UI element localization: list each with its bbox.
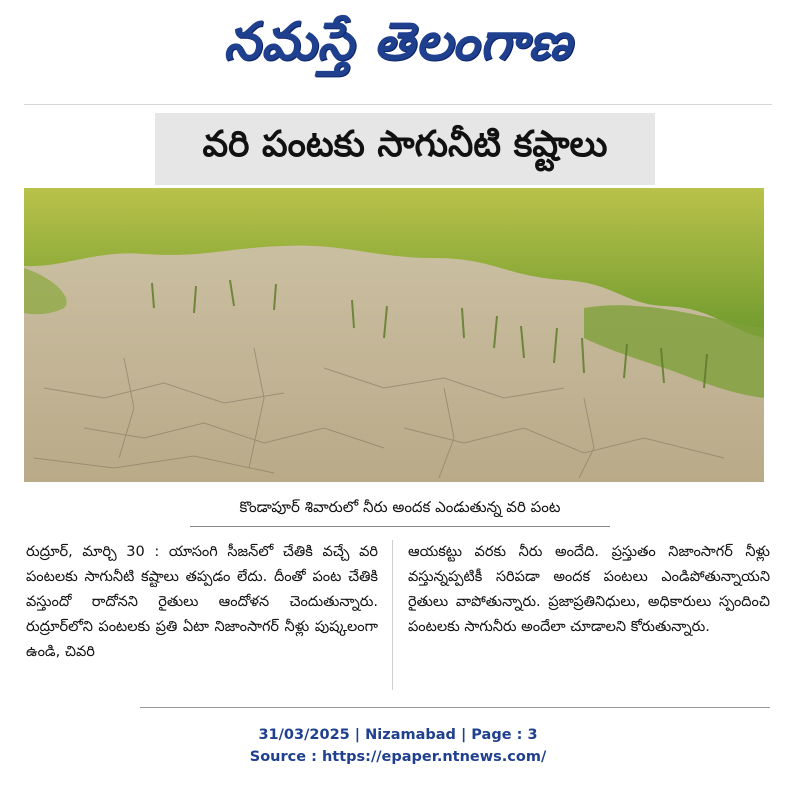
masthead xyxy=(0,0,796,96)
edition-info: 31/03/2025 | Nizamabad | Page : 3 xyxy=(258,727,538,743)
article-column-left: రుద్రూర్, మార్చి 30 : యాసంగి సీజన్‌లో చేతికి వచ్చే వరి పంటలకు సాగునీటి కష్టాలు తప్పడం లేదు. దీంతో పంట చేతికి వస్తుందో రాదోనని రైతులు ఆందోళన చెందుతున్నారు. రుద్రూర్‌లోని పంటలకు ప్రతి ఏటా నిజాంసాగర్ నీళ్లు పుష్కలంగా ఉండి, చివరి xyxy=(26,544,378,660)
column-divider xyxy=(392,540,393,690)
newspaper-logo: నమస్తే తెలంగాణ xyxy=(223,11,573,72)
article-photo xyxy=(24,188,764,482)
headline-box xyxy=(155,113,655,185)
top-divider xyxy=(24,104,772,105)
photo-caption-box xyxy=(190,492,610,527)
article-headline: వరి పంటకు సాగునీటి కష్టాలు xyxy=(202,124,608,165)
article-column-right: ఆయకట్టు వరకు నీరు అందేది. ప్రస్తుతం నిజాంసాగర్ నీళ్లు వస్తున్నప్పటికీ సరిపడా అందక పంటలు ఎండిపోతున్నాయని రైతులు వాపోతున్నారు. ప్రజాప్రతినిధులు, అధికారులు స్పందించి పంటలకు సాగునీరు అందేలా చూడాలని కోరుతున్నారు. xyxy=(408,544,770,635)
bottom-divider xyxy=(140,707,770,708)
dry-paddy-field-image xyxy=(24,188,764,482)
photo-caption: కొండాపూర్ శివారులో నీరు అందక ఎండుతున్న వరి పంట xyxy=(239,498,561,516)
source-link[interactable]: Source : https://epaper.ntnews.com/ xyxy=(249,749,547,765)
